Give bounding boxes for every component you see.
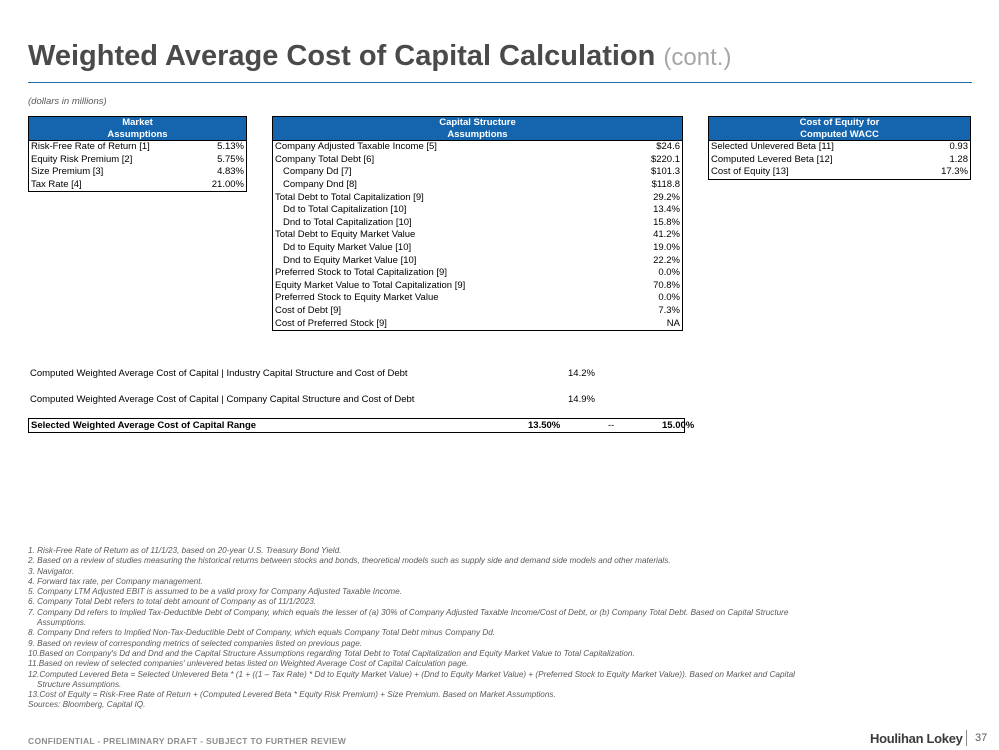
table-row: Cost of Preferred Stock [9] NA [275, 317, 680, 329]
footnote: 11.Based on review of selected companies' unlevered betas listed on Weighted Average Cost of Capital Calculation page. [28, 659, 469, 669]
table-row: Total Debt to Total Capitalization [9] 29.2% [275, 191, 680, 203]
cost-of-equity-header: Cost of Equity for Computed WACC [709, 117, 971, 141]
table-row: Dd to Equity Market Value [10] 19.0% [283, 242, 680, 254]
market-assumptions-header: Market Assumptions [29, 117, 247, 141]
table-row: Dnd to Equity Market Value [10] 22.2% [283, 254, 680, 266]
table-row: Tax Rate [4] 21.00% [31, 179, 244, 191]
brand-logo: Houlihan Lokey [870, 731, 963, 746]
footnotes [28, 546, 968, 711]
industry-wacc-value: 14.2% [568, 368, 595, 379]
page-number: 37 [975, 732, 988, 744]
footnote: 8. Company Dnd refers to Implied Non-Tax-Deductible Debt of Company, which equals Company Total Debt minus Company Dd. [28, 628, 496, 638]
footnote: 3. Navigator. [28, 566, 75, 576]
table-row: Dd to Total Capitalization [10] 13.4% [283, 204, 680, 216]
footnote: 7. Company Dd refers to Implied Tax-Deductible Debt of Company, which equals the lesser of (a) 30% of Company Adjusted Taxable Income/Cost of Debt, or (b) Company Total Debt. Based on Capital Structure [28, 607, 789, 617]
table-row: Total Debt to Equity Market Value 41.2% [275, 229, 680, 241]
table-row: Company Adjusted Taxable Income [5] $24.6 [275, 141, 680, 153]
title-divider [28, 82, 972, 83]
footnote: 1. Risk-Free Rate of Return as of 11/1/23, based on 20-year U.S. Treasury Bond Yield. [28, 546, 342, 555]
table-row: Size Premium [3] 4.83% [31, 166, 244, 178]
selected-range-label: Selected Weighted Average Cost of Capital Range [31, 420, 257, 431]
table-row: Company Dnd [8] $118.8 [283, 179, 680, 191]
table-row: Cost of Equity [13] 17.3% [711, 166, 968, 178]
selected-wacc-range [28, 418, 695, 433]
industry-wacc-label: Computed Weighted Average Cost of Capital | Industry Capital Structure and Cost of Debt [30, 368, 408, 379]
confidential-footer: CONFIDENTIAL - PRELIMINARY DRAFT - SUBJECT TO FURTHER REVIEW [28, 736, 347, 746]
table-row: Preferred Stock to Total Capitalization [9] 0.0% [275, 267, 680, 279]
table-row: Company Dd [7] $101.3 [283, 166, 680, 178]
selected-range-separator: -- [608, 420, 615, 431]
page-title [28, 40, 731, 73]
footnote: 10.Based on Company's Dd and Dnd and the Capital Structure Assumptions regarding Total Debt to Total Capitalization and Equity Market Value to Total Capitalization. [28, 648, 635, 658]
footnote: 13.Cost of Equity = Risk-Free Rate of Return + (Computed Levered Beta * Equity Risk Premium) + Size Premium. Based on Market Assumptions. [28, 690, 556, 700]
market-assumptions-table [28, 116, 247, 192]
units-note: (dollars in millions) [28, 96, 107, 107]
footnote: 12.Computed Levered Beta = Selected Unlevered Beta * (1 + ((1 – Tax Rate) * Dd to Equity Market Value) + (Dnd to Equity Market Value) + (Preferred Stock to Equity Market Value)). Based on Market and Capital [28, 669, 795, 679]
company-wacc-label: Computed Weighted Average Cost of Capital | Company Capital Structure and Cost of Debt [30, 394, 415, 405]
table-row: Computed Levered Beta [12] 1.28 [711, 153, 968, 165]
table-row: Equity Market Value to Total Capitalization [9] 70.8% [275, 279, 680, 291]
footnote: Structure Assumptions. [37, 679, 122, 689]
footnote: 2. Based on a review of studies measuring the historical returns between stocks and bonds, theoretical models such as supply side and demand side models and other materials. [28, 556, 671, 566]
table-row: Preferred Stock to Equity Market Value 0.0% [275, 292, 680, 304]
title-suffix: (cont.) [663, 44, 732, 71]
table-row: Company Total Debt [6] $220.1 [275, 153, 680, 165]
capital-structure-table [272, 116, 683, 331]
selected-range-low: 13.50% [528, 420, 561, 431]
table-row: Selected Unlevered Beta [11] 0.93 [711, 141, 968, 153]
sources-note: Sources: Bloomberg, Capital IQ. [28, 700, 146, 710]
cost-of-equity-table [708, 116, 971, 180]
capital-structure-header: Capital Structure Assumptions [273, 117, 683, 141]
table-row: Equity Risk Premium [2] 5.75% [31, 153, 244, 165]
table-row: Cost of Debt [9] 7.3% [275, 305, 680, 317]
footnote: 9. Based on review of corresponding metrics of selected companies listed on previous page. [28, 638, 363, 648]
footnote: Assumptions. [37, 618, 87, 628]
company-wacc-value: 14.9% [568, 394, 595, 405]
footer-divider [966, 730, 967, 746]
footnote: 5. Company LTM Adjusted EBIT is assumed to be a valid proxy for Company Adjusted Taxable Income. [28, 587, 402, 597]
selected-range-high: 15.00% [662, 420, 695, 431]
footnote: 4. Forward tax rate, per Company management. [28, 576, 203, 586]
footnote: 6. Company Total Debt refers to total debt amount of Company as of 11/1/2023. [28, 597, 317, 607]
table-row: Dnd to Total Capitalization [10] 15.8% [283, 216, 680, 228]
table-row: Risk-Free Rate of Return [1] 5.13% [31, 141, 244, 153]
title-text: Weighted Average Cost of Capital Calculation [28, 40, 656, 72]
